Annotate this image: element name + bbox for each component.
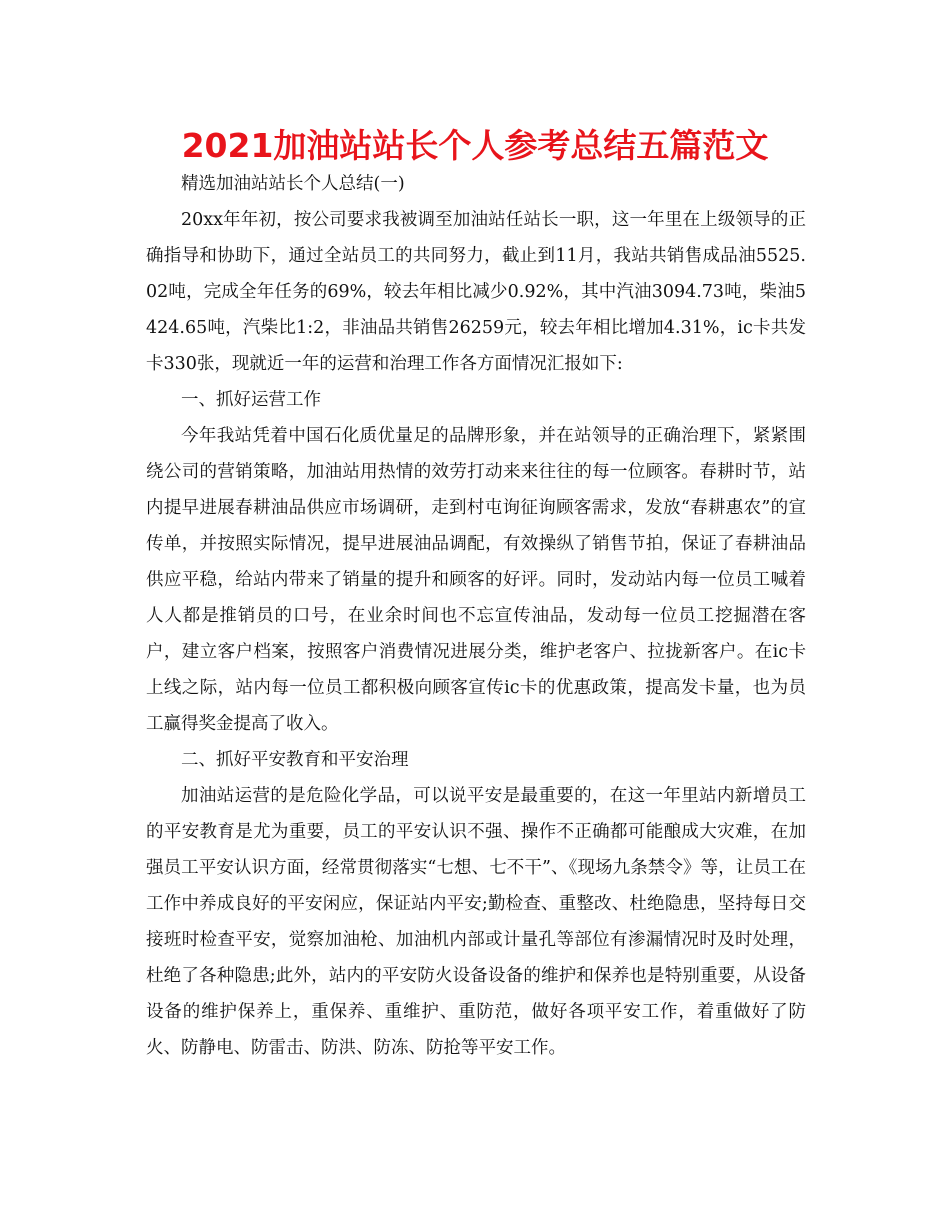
section-heading-operations: 一、抓好运营工作 bbox=[181, 390, 321, 410]
document-body bbox=[146, 166, 806, 1066]
document-title: 2021加油站站长个人参考总结五篇范文 bbox=[181, 126, 769, 165]
paragraph-operations: 今年我站凭着中国石化质优量足的品牌形象，并在站领导的正确治理下，紧紧围绕公司的营销策略，加油站用热情的效劳打动来来往往的每一位顾客。春耕时节，站内提早进展春耕油品供应市场调研，走到村屯询征询顾客需求，发放“春耕惠农”的宣传单，并按照实际情况，提早进展油品调配，有效操纵了销售节拍，保证了春耕油品供应平稳，给站内带来了销量的提升和顾客的好评。同时，发动站内每一位员工喊着人人都是推销员的口号，在业余时间也不忘宣传油品，发动每一位员工挖掘潜在客户，建立客户档案，按照客户消费情况进展分类，维护老客户、拉拢新客户。在ic卡上线之际，站内每一位员工都积极向顾客宣传ic卡的优惠政策，提高发卡量，也为员工赢得奖金提高了收入。 bbox=[146, 426, 806, 734]
paragraph-overview: 20xx年年初，按公司要求我被调至加油站任站长一职，这一年里在上级领导的正确指导和协助下，通过全站员工的共同努力，截止到11月，我站共销售成品油5525.02吨，完成全年任务的69%，较去年相比减少0.92%，其中汽油3094.73吨，柴油5424.65吨，汽柴比1:2，非油品共销售26259元，较去年相比增加4.31%，ic卡共发卡330张，现就近一年的运营和治理工作各方面情况汇报如下: bbox=[146, 210, 806, 374]
subheading-selected-summary: 精选加油站站长个人总结(一) bbox=[181, 174, 405, 194]
section-heading-safety: 二、抓好平安教育和平安治理 bbox=[181, 750, 409, 770]
paragraph-safety: 加油站运营的是危险化学品，可以说平安是最重要的，在这一年里站内新增员工的平安教育是尤为重要，员工的平安认识不强、操作不正确都可能酿成大灾难，在加强员工平安认识方面，经常贯彻落实“七想、七不干”、《现场九条禁令》等，让员工在工作中养成良好的平安闲应，保证站内平安;勤检查、重整改、杜绝隐患，坚持每日交接班时检查平安，觉察加油枪、加油机内部或计量孔等部位有渗漏情况时及时处理，杜绝了各种隐患;此外，站内的平安防火设备设备的维护和保养也是特别重要，从设备设备的维护保养上，重保养、重维护、重防范，做好各项平安工作，着重做好了防火、防静电、防雷击、防洪、防冻、防抢等平安工作。 bbox=[146, 786, 806, 1058]
